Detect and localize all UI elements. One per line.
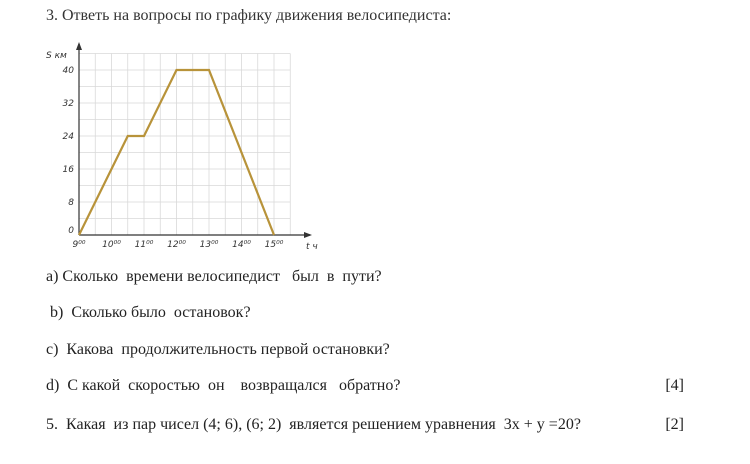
- x-tick-label: 14⁰⁰: [232, 240, 251, 250]
- y-axis-label: S км: [46, 51, 67, 61]
- x-tick-label: 12⁰⁰: [167, 240, 186, 250]
- y-tick-label: 8: [68, 198, 74, 208]
- x-axis-arrow: [304, 232, 312, 238]
- chart-grid: [79, 54, 290, 236]
- x-tick-label: 9⁰⁰: [72, 240, 86, 250]
- cyclist-motion-chart: [40, 38, 340, 253]
- y-tick-label: 32: [62, 99, 74, 109]
- task-5-mark: [2]: [665, 416, 684, 433]
- question-a: a) Сколько времени велосипедист был в пути?: [46, 268, 382, 285]
- y-tick-label: 40: [62, 66, 74, 76]
- task-5-text: 5. Какая из пар чисел (4; 6), (6; 2) является решением уравнения 3х + у =20?: [46, 416, 581, 433]
- question-d-mark: [4]: [665, 377, 684, 394]
- x-axis-label: t ч: [306, 242, 318, 252]
- y-tick-label: 0: [68, 226, 74, 236]
- question-c: c) Какова продолжительность первой остановки?: [46, 341, 390, 358]
- y-tick-label: 24: [62, 132, 74, 142]
- x-tick-label: 15⁰⁰: [264, 240, 284, 250]
- y-tick-label: 16: [62, 165, 74, 175]
- x-tick-label: 13⁰⁰: [199, 240, 219, 250]
- question-b: b) Сколько было остановок?: [46, 304, 251, 321]
- x-tick-label: 10⁰⁰: [102, 240, 121, 250]
- task-3-title: 3. Ответь на вопросы по графику движения велосипедиста:: [46, 7, 452, 24]
- chart-ticks: [63, 66, 284, 250]
- y-axis-arrow: [76, 42, 82, 50]
- x-tick-label: 11⁰⁰: [134, 240, 154, 250]
- question-d: d) С какой скоростью он возвращался обратно?: [46, 377, 401, 394]
